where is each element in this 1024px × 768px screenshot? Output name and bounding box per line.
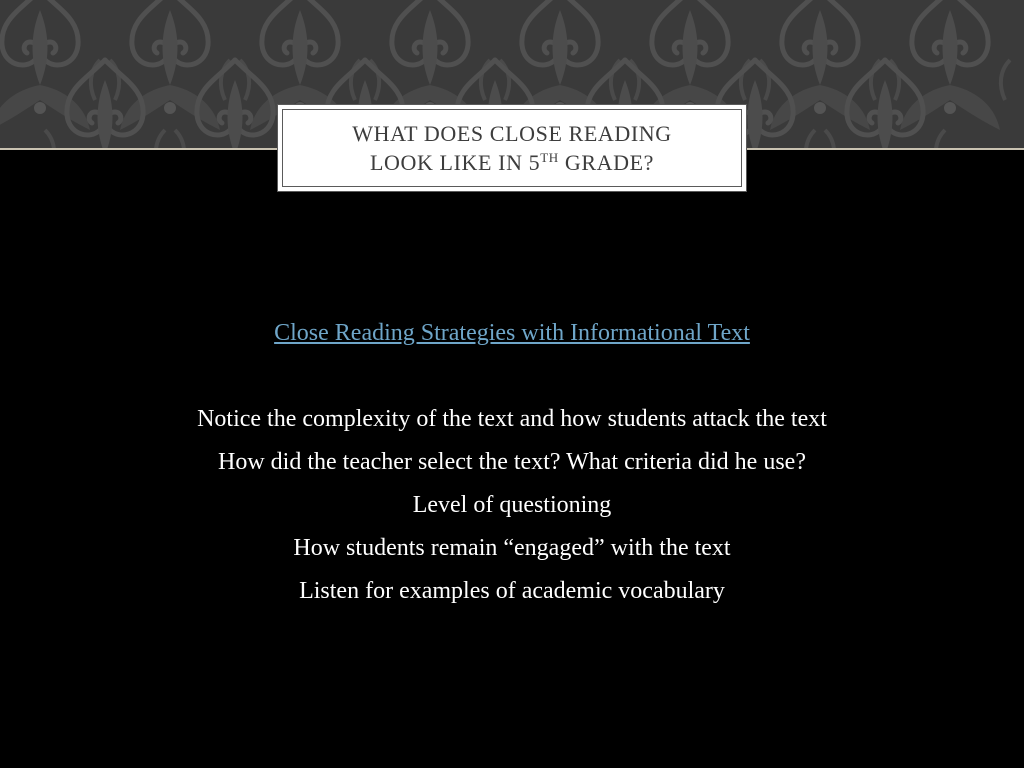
content-line: How did the teacher select the text? What criteria did he use? [218, 449, 806, 475]
content-line: How students remain “engaged” with the text [293, 535, 731, 561]
title-superscript: TH [540, 150, 559, 165]
content-line: Level of questioning [412, 492, 612, 518]
slide-content [60, 312, 964, 613]
slide-title [352, 119, 672, 177]
close-reading-strategies-link[interactable]: Close Reading Strategies with Informational Text [274, 320, 750, 346]
content-line: Notice the complexity of the text and how students attack the text [197, 406, 827, 432]
spacer [60, 355, 964, 398]
title-line-2-pre: LOOK LIKE IN 5 [369, 150, 541, 175]
title-line-1: WHAT DOES CLOSE READING [352, 121, 672, 146]
title-frame [282, 109, 742, 187]
title-line-2-post: GRADE? [558, 150, 655, 175]
content-line: Listen for examples of academic vocabulary [299, 578, 725, 604]
title-box [277, 104, 747, 192]
